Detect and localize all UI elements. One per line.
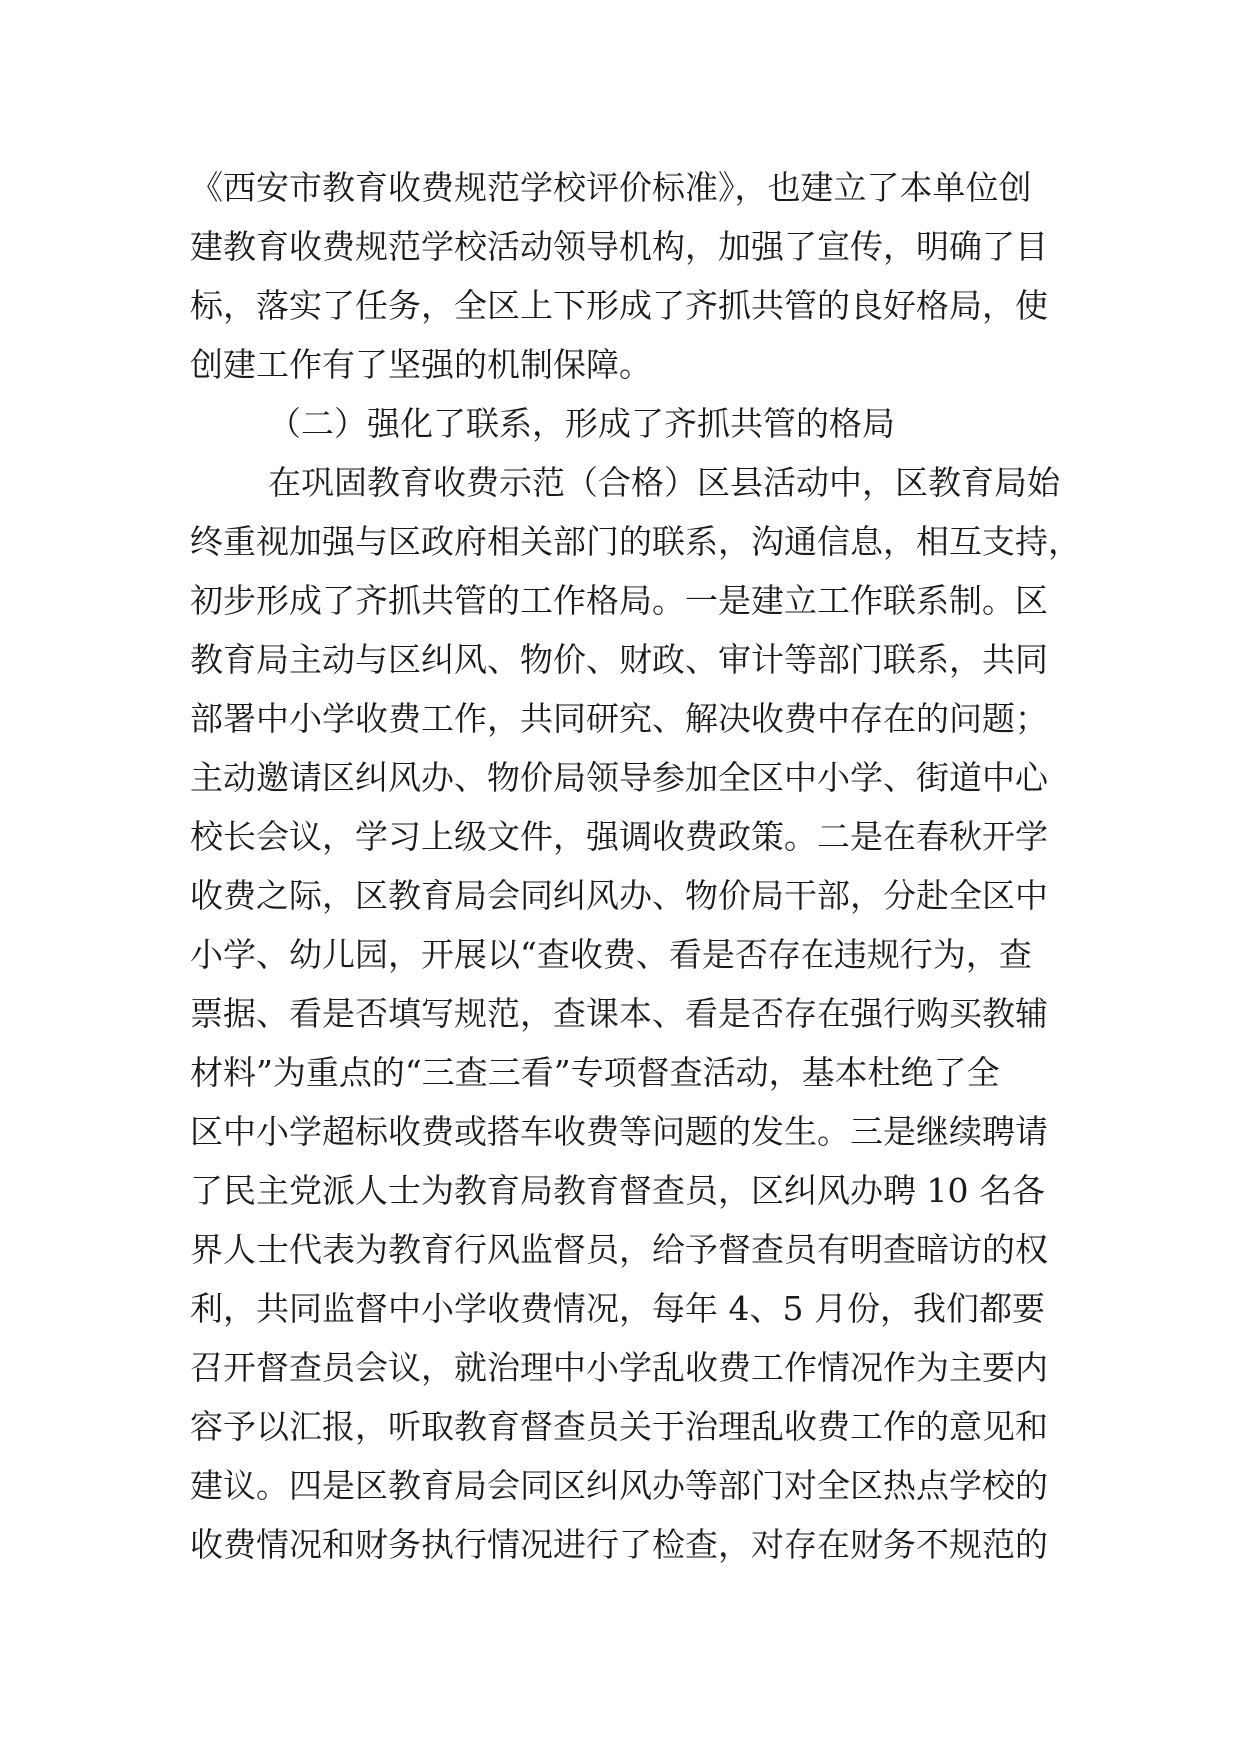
document-body [190,158,1081,1574]
text-line: 终重视加强与区政府相关部门的联系，沟通信息，相互支持， [190,522,1081,561]
text-line: 利，共同监督中小学收费情况，每年 4、5 月份，我们都要 [190,1289,1045,1328]
text-line: 教育局主动与区纠风、物价、财政、审计等部门联系，共同 [190,640,1048,679]
text-line: 容予以汇报，听取教育督查员关于治理乱收费工作的意见和 [190,1407,1048,1446]
text-line: 召开督查员会议，就治理中小学乱收费工作情况作为主要内 [190,1348,1048,1387]
text-line: 在巩固教育收费示范（合格）区县活动中，区教育局始 [268,463,1060,502]
text-line: 小学、幼儿园，开展以“查收费、看是否存在违规行为，查 [190,935,1032,974]
text-line: 了民主党派人士为教育局教育督查员，区纠风办聘 10 名各 [190,1171,1045,1210]
section-heading: （二）强化了联系，形成了齐抓共管的格局 [268,404,895,443]
text-line: 校长会议，学习上级文件，强调收费政策。二是在春秋开学 [190,817,1048,856]
text-line: 主动邀请区纠风办、物价局领导参加全区中小学、街道中心 [190,758,1048,797]
text-line: 收费情况和财务执行情况进行了检查，对存在财务不规范的 [190,1525,1048,1564]
text-line: 创建工作有了坚强的机制保障。 [190,345,652,384]
text-line: 标，落实了任务，全区上下形成了齐抓共管的良好格局，使 [190,286,1048,325]
text-line: 票据、看是否填写规范，查课本、看是否存在强行购买教辅 [190,994,1048,1033]
text-line: 初步形成了齐抓共管的工作格局。一是建立工作联系制。区 [190,581,1048,620]
text-line: 建议。四是区教育局会同区纠风办等部门对全区热点学校的 [190,1466,1048,1505]
text-line: 材料”为重点的“三查三看”专项督查活动，基本杜绝了全 [190,1053,1000,1092]
text-line: 区中小学超标收费或搭车收费等问题的发生。三是继续聘请 [190,1112,1048,1151]
text-line: 部署中小学收费工作，共同研究、解决收费中存在的问题； [190,699,1048,738]
text-line: 建教育收费规范学校活动领导机构，加强了宣传，明确了目 [190,227,1048,266]
text-line: 《西安市教育收费规范学校评价标准》，也建立了本单位创 [190,168,1032,207]
text-line: 界人士代表为教育行风监督员，给予督查员有明查暗访的权 [190,1230,1048,1269]
text-line: 收费之际，区教育局会同纠风办、物价局干部，分赴全区中 [190,876,1048,915]
